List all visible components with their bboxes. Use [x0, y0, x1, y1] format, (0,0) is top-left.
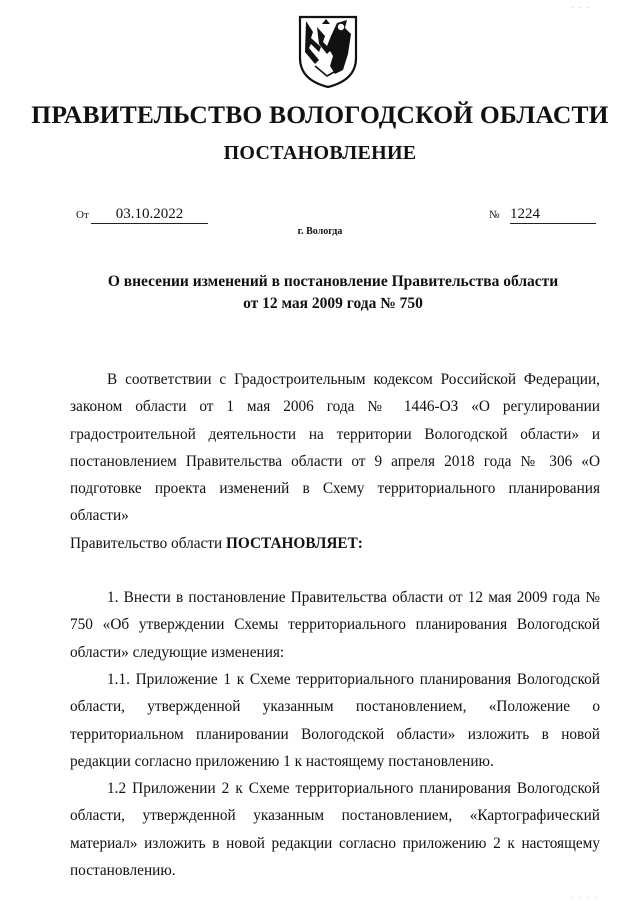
subject-line-1: О внесении изменений в постановление Правительства области — [107, 273, 559, 290]
resolves-prefix: Правительство области — [70, 534, 223, 552]
organization-title: ПРАВИТЕЛЬСТВО ВОЛОГОДСКОЙ ОБЛАСТИ — [31, 100, 609, 129]
preamble-paragraph: В соответствии с Градостроительным кодексом Российской Федерации, законом области от 1 мая 2006 года № 1446-ОЗ «О регулировании градостроительной деятельности на территории Вологодской области» и постановлением Правительства области от 9 апреля 2018 года № 306 «О подготовке проекта изменений в Схему территориального планирования области» — [70, 371, 600, 525]
date-label: От — [76, 209, 89, 221]
document-body — [70, 366, 600, 884]
item-1-2: 1.2 Приложении 2 к Схеме территориального планирования Вологодской области, утвержденной указанным постановлением, «Картографический материал» изложить в новой редакции согласно приложению 2 к настоящему постановлению. — [70, 780, 600, 880]
document-type: ПОСТАНОВЛЕНИЕ — [223, 142, 417, 164]
subject-line-2: от 12 мая 2009 года № 750 — [243, 295, 423, 312]
item-1: 1. Внести в постановление Правительства области от 12 мая 2009 года № 750 «Об утверждении Схемы территориального планирования Вологодской области» следующие изменения: — [70, 589, 600, 661]
resolves-word: ПОСТАНОВЛЯЕТ: — [226, 534, 363, 552]
resolves-line — [70, 530, 600, 557]
document-date: 03.10.2022 — [91, 205, 208, 224]
number-label: № — [489, 209, 500, 221]
document-number: 1224 — [510, 205, 596, 224]
document-subject — [95, 271, 571, 315]
scan-mark-bottom: . . . . — [572, 892, 599, 900]
item-1-1: 1.1. Приложение 1 к Схеме территориального планирования Вологодской области, утвержденной указанным постановлением, «Положение о территориальном планировании Вологодской области» изложить в новой редакции согласно приложению 1 к настоящему постановлению. — [70, 670, 600, 770]
scan-mark-top: . . . — [572, 2, 591, 10]
vologda-oblast-coat-of-arms-icon — [297, 14, 359, 90]
city: г. Вологда — [297, 226, 343, 237]
